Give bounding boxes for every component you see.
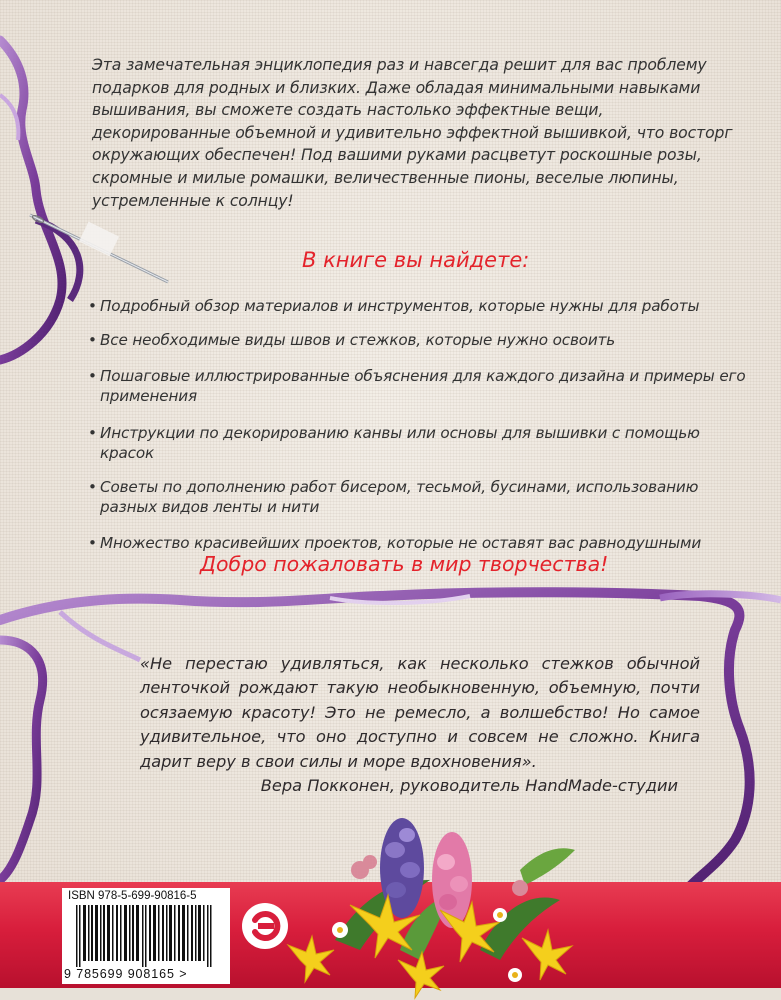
list-item: • Множество красивейших проектов, которые не оставят вас равнодушными [88,534,702,552]
eksmo-logo-icon [240,901,290,951]
barcode-icon [76,905,226,967]
isbn-label: ISBN 978-5-699-90816-5 [68,890,197,902]
list-item: • Подробный обзор материалов и инструментов, которые нужны для работы [88,297,700,315]
list-item: • Советы по дополнению работ бисером, тесьмой, бусинами, использованию разных видов ленты и нити [88,478,699,516]
bullet-icon: • [88,534,97,552]
quote-text: «Не перестаю удивляться, как несколько стежков обычной ленточкой рождают такую необыкновенную, объемную, почти осязаемую красоту! Это не ремесло, а волшебство! Но самое удивительное, что оно доступно и совсем не сложно. Книга дарит веру в свои силы и море вдохновения». [140,654,700,771]
find-heading: В книге вы найдете: [302,248,530,272]
bullet-icon: • [88,367,97,385]
list-item: • Все необходимые виды швов и стежков, которые нужно освоить [88,331,616,349]
list-item: • Пошаговые иллюстрированные объяснения для каждого дизайна и примеры его применения [88,367,746,405]
bullet-icon: • [88,424,97,442]
list-item: • Инструкции по декорированию канвы или основы для вышивки с помощью красок [88,424,700,462]
bullet-icon: • [88,331,97,349]
bullet-icon: • [88,297,97,315]
bullet-icon: • [88,478,97,496]
lupine-pink [432,832,472,928]
barcode-box [62,888,230,984]
quote-attribution: Вера Покконен, руководитель HandMade-студии [260,776,678,796]
barcode-digits: 9 785699 908165 > [64,967,188,981]
intro-paragraph: Эта замечательная энциклопедия раз и навсегда решит для вас проблему подарков для родных и близких. Даже обладая минимальными навыками вышивания, вы сможете создать настолько эффектные вещи, декорированные объемной и удивительно эффектной вышивкой, что восторг окружающих обеспечен! Под вашими руками расцветут роскошные розы, скромные и милые ромашки, величественные пионы, веселые люпины, устремленные к солнцу! [92,56,733,210]
welcome-heading: Добро пожаловать в мир творчества! [200,552,609,576]
